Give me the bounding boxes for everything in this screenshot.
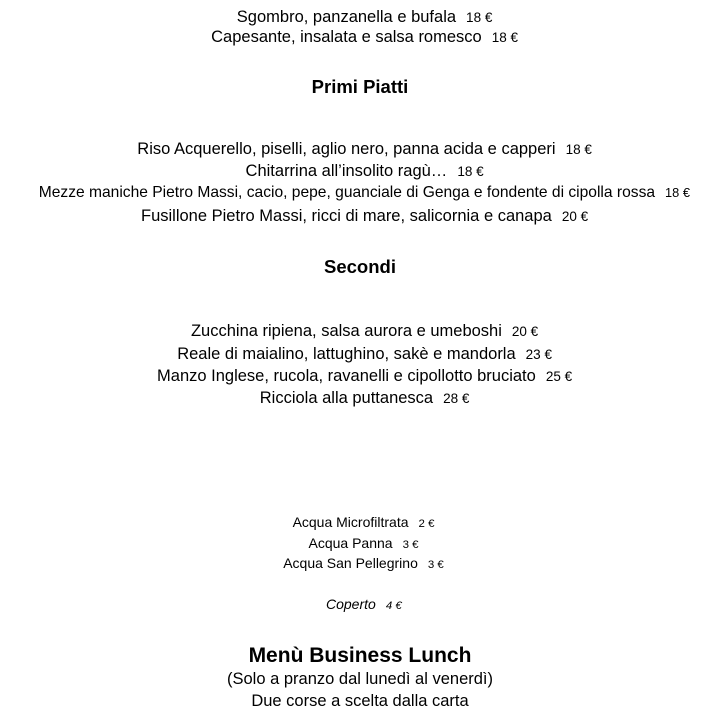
item-name: Reale di maialino, lattughino, sakè e mandorla — [177, 344, 516, 363]
drink-item — [0, 542, 720, 571]
item-price: 18 € — [665, 184, 690, 200]
item-price: 18 € — [491, 29, 519, 45]
menu-item — [0, 9, 720, 46]
item-name: Chitarrina all’insolito ragù… — [245, 161, 448, 180]
item-price: 28 € — [443, 390, 470, 406]
item-name: Capesante, insalata e salsa romesco — [211, 27, 482, 46]
item-name: Coperto — [326, 596, 376, 612]
item-price: 25 € — [545, 368, 573, 384]
item-name: Ricciola alla puttanesca — [259, 388, 434, 407]
coperto-line — [0, 583, 720, 612]
item-name: Riso Acquerello, piselli, aglio nero, panna acida e capperi — [137, 139, 556, 158]
item-price: 23 € — [525, 346, 552, 362]
item-name: Zucchina ripiena, salsa aurora e umeboshi — [190, 321, 502, 340]
section-title-primi: Primi Piatti — [311, 76, 409, 97]
item-price: 18 € — [457, 163, 484, 179]
item-price: 18 € — [466, 9, 493, 25]
item-name: Mezze maniche Pietro Massi, cacio, pepe, guanciale di Genga e fondente di cipolla rossa — [38, 183, 656, 201]
item-name: Manzo Inglese, rucola, ravanelli e cipollotto bruciato — [157, 366, 536, 385]
business-lunch-note: (Solo a pranzo dal lunedì al venerdì) — [227, 670, 493, 688]
item-name: Fusillone Pietro Massi, ricci di mare, salicornia e canapa — [141, 206, 552, 225]
business-lunch-title: Menù Business Lunch — [248, 644, 472, 667]
item-name: Acqua San Pellegrino — [283, 555, 418, 571]
item-name: Sgombro, panzanella e bufala — [236, 7, 457, 26]
business-lunch-desc: Due corse a scelta dalla carta — [251, 692, 469, 710]
item-price: 4 € — [385, 600, 402, 612]
menu-item — [0, 373, 720, 406]
item-price: 3 € — [427, 559, 444, 571]
menu-item — [0, 191, 720, 224]
item-name: Acqua Microfiltrata — [292, 514, 409, 530]
item-price: 20 € — [511, 323, 539, 339]
item-price: 2 € — [418, 518, 435, 530]
item-name: Acqua Panna — [308, 535, 393, 551]
item-price: 18 € — [565, 141, 592, 157]
section-title-secondi: Secondi — [324, 256, 396, 277]
item-price: 20 € — [561, 208, 589, 224]
item-price: 3 € — [402, 539, 419, 551]
